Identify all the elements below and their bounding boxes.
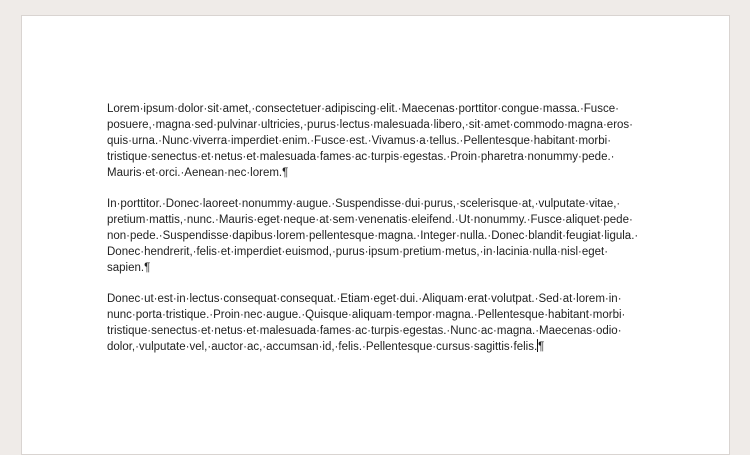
document-body[interactable] xyxy=(107,101,650,370)
paragraph-1[interactable]: Lorem·​ipsum·​dolor·​sit·​amet,·​consectetuer·​adipiscing·​elit.·​Maecenas·​porttitor·​congue·​massa.·​Fusce·​posuere,·​magna·​sed·​pulvinar·​ultricies,·​purus·​lectus·​malesuada·​libero,·​sit·​amet·​commodo·​magna·​eros·​quis·​urna.·​Nunc·​viverra·​imperdiet·​enim.·​Fusce·​est.·​Vivamus·​a·​tellus.·​Pellentesque·​habitant·​morbi·​tristique·​senectus·​et·​netus·​et·​malesuada·​fames·​ac·​turpis·​egestas.·​Proin·​pharetra·​nonummy·​pede.·​Mauris·​et·​orci.·​Aenean·​nec·​lorem.¶ xyxy=(107,103,634,179)
document-page[interactable] xyxy=(21,15,730,455)
paragraph-3[interactable] xyxy=(107,291,650,355)
paragraph-mark: ¶ xyxy=(538,341,545,353)
paragraph-2[interactable]: In·​porttitor.·​Donec·​laoreet·​nonummy·​augue.·​Suspendisse·​dui·​purus,·​scelerisque·​at,·​vulputate·​vitae,·​pretium·​mattis,·​nunc.·​Mauris·​eget·​neque·​at·​sem·​venenatis·​eleifend.·​Ut·​nonummy.·​Fusce·​aliquet·​pede·​non·​pede.·​Suspendisse·​dapibus·​lorem·​pellentesque·​magna.·​Integer·​nulla.·​Donec·​blandit·​feugiat·​ligula.·​Donec·​hendrerit,·​felis·​et·​imperdiet·​euismod,·​purus·​ipsum·​pretium·​metus,·​in·​lacinia·​nulla·​nisl·​eget·​sapien.¶ xyxy=(107,198,639,274)
paragraph-3-text: Donec·​ut·​est·​in·​lectus·​consequat·​consequat.·​Etiam·​eget·​dui.·​Aliquam·​erat·​volutpat.·​Sed·​at·​lorem·​in·​nunc·​porta·​tristique.·​Proin·​nec·​augue.·​Quisque·​aliquam·​tempor·​magna.·​Pellentesque·​habitant·​morbi·​tristique·​senectus·​et·​netus·​et·​malesuada·​fames·​ac·​turpis·​egestas.·​Nunc·​ac·​magna.·​Maecenas·​odio·​dolor,·​vulputate·​vel,·​auctor·​ac,·​accumsan·​id,·​felis.·​Pellentesque·​cursus·​sagittis·​felis. xyxy=(107,293,626,353)
